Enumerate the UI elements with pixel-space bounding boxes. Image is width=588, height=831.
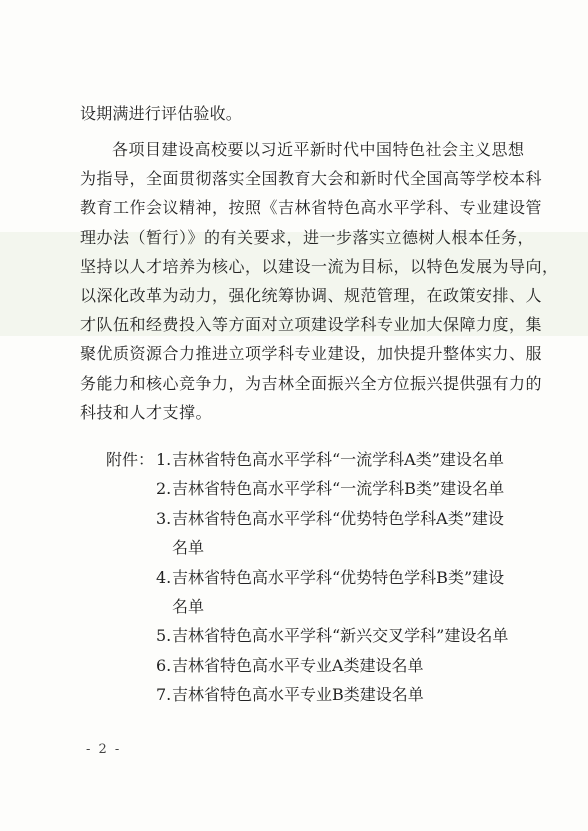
attachment-title: 吉林省特色高水平学科“新兴交叉学科”建设名单 (172, 626, 509, 646)
attachment-item (156, 685, 526, 714)
paragraph-line: 聚优质资源合力推进立项学科专业建设，加快提升整体实力、服 (80, 344, 543, 364)
attachment-title-continued: 名单 (172, 596, 205, 616)
continuation-line: 设期满进行评估验收。 (80, 104, 243, 123)
body-paragraph (80, 140, 559, 432)
paragraph-line: 各项目建设高校要以习近平新时代中国特色社会主义思想 (112, 140, 525, 159)
attachment-title: 吉林省特色高水平专业B类建设名单 (172, 685, 424, 705)
attachment-item (156, 509, 526, 568)
paragraph-line: 才队伍和经费投入等方面对立项建设学科专业加大保障力度，集 (80, 315, 543, 335)
page-number: - 2 - (86, 742, 122, 757)
attachment-number: 1. (156, 450, 172, 469)
attachment-item (156, 479, 526, 508)
paragraph-line: 教育工作会议精神，按照《吉林省特色高水平学科、专业建设管 (80, 198, 543, 218)
attachment-number: 6. (156, 655, 172, 675)
attachment-number: 4. (156, 567, 172, 587)
attachment-title: 吉林省特色高水平学科“优势特色学科A类”建设 (172, 508, 504, 528)
attachment-title: 吉林省特色高水平学科“一流学科B类”建设名单 (172, 479, 505, 499)
attachment-number: 7. (156, 685, 172, 705)
attachments-list (156, 450, 526, 715)
paragraph-line: 为指导，全面贯彻落实全国教育大会和新时代全国高等学校本科 (80, 169, 543, 189)
attachment-item (156, 656, 526, 685)
attachment-title: 吉林省特色高水平专业A类建设名单 (172, 655, 424, 675)
attachment-title-continued: 名单 (172, 537, 205, 557)
attachment-number: 5. (156, 626, 172, 646)
paragraph-line: 科技和人才支撑。 (80, 402, 213, 422)
attachment-item (156, 450, 526, 479)
attachment-title: 吉林省特色高水平学科“优势特色学科B类”建设 (172, 567, 505, 587)
paragraph-line: 坚持以人才培养为核心，以建设一流为目标，以特色发展为导向， (80, 256, 559, 276)
attachment-item (156, 626, 526, 655)
paragraph-line: 以深化改革为动力，强化统筹协调、规范管理，在政策安排、人 (80, 285, 543, 305)
paragraph-line: 务能力和核心竞争力，为吉林全面振兴全方位振兴提供强有力的 (80, 373, 543, 393)
attachment-item (156, 568, 526, 627)
attachment-number: 2. (156, 479, 172, 499)
attachments-label: 附件： (106, 450, 155, 469)
attachment-title: 吉林省特色高水平学科“一流学科A类”建设名单 (172, 450, 504, 469)
attachment-number: 3. (156, 508, 172, 528)
paragraph-line: 理办法（暂行）》的有关要求，进一步落实立德树人根本任务， (80, 227, 535, 247)
